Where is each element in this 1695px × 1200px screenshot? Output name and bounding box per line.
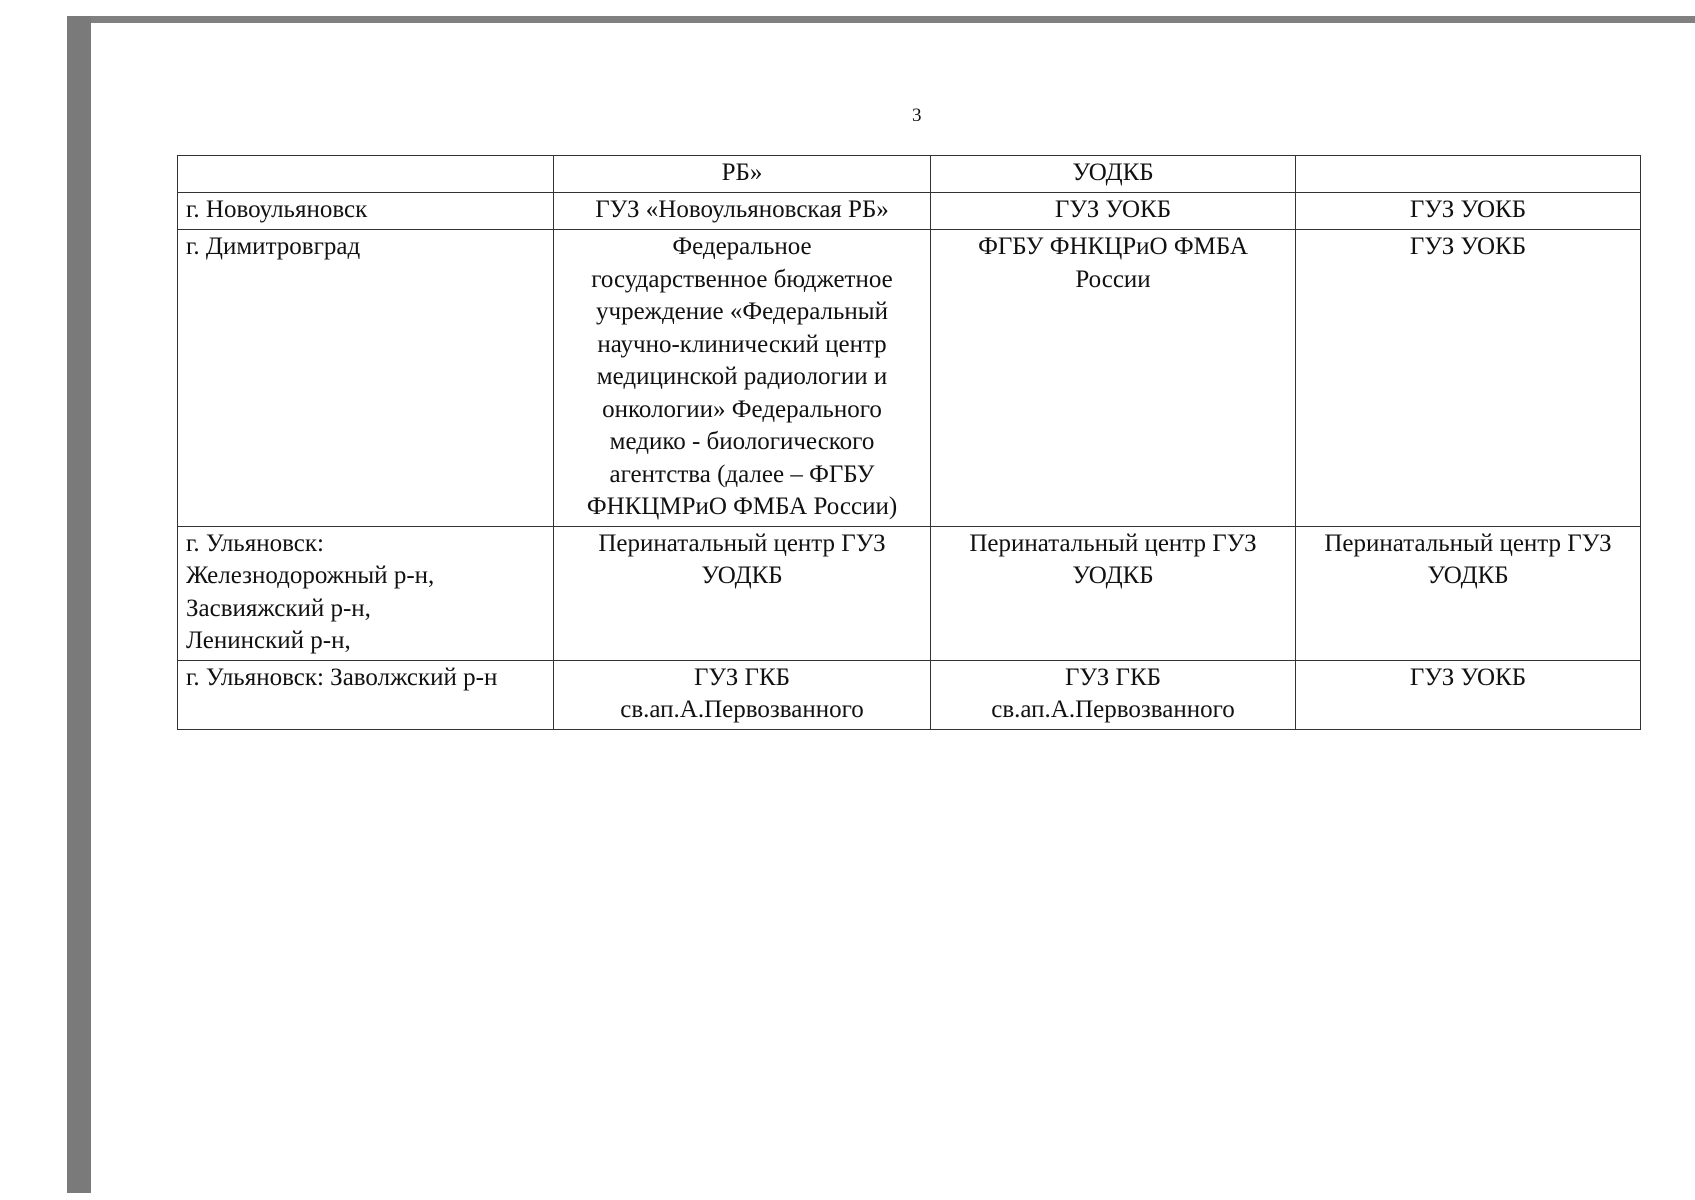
table-row xyxy=(178,526,1641,660)
table-row xyxy=(178,230,1641,527)
cell-text: Федеральное государственное бюджетное учреждение «Федеральный научно-клинический центр медицинской радиологии и онкологии» Федерального медико - биологического агентства (далее – ФГБУ ФНКЦМРиО ФМБА России) xyxy=(586,233,898,520)
table-row xyxy=(178,193,1641,230)
table-cell xyxy=(1296,230,1641,527)
cell-text: УОДКБ xyxy=(1072,159,1154,186)
table-cell xyxy=(1296,660,1641,729)
cell-text: ГУЗ ГКБ св.ап.А.Первозванного xyxy=(991,663,1235,723)
table-cell xyxy=(931,526,1296,660)
scan-edge-left xyxy=(67,16,91,1193)
cell-text: г. Ульяновск: Железнодорожный р-н, Засвияжский р-н, Ленинский р-н, xyxy=(186,529,435,654)
cell-text: РБ» xyxy=(721,159,763,186)
cell-text: ГУЗ ГКБ св.ап.А.Первозванного xyxy=(620,663,864,723)
cell-text: ФГБУ ФНКЦРиО ФМБА России xyxy=(978,233,1248,293)
cell-text: ГУЗ «Новоульяновская РБ» xyxy=(595,196,889,223)
table-cell xyxy=(931,230,1296,527)
table-cell xyxy=(554,660,931,729)
cell-text: ГУЗ УОКБ xyxy=(1409,663,1527,691)
cell-text: г. Ульяновск: Заволжский р-н xyxy=(186,663,498,691)
scan-edge-top xyxy=(67,16,1695,23)
table-cell-region xyxy=(178,193,554,230)
table-cell xyxy=(931,193,1296,230)
cell-text: ГУЗ УОКБ xyxy=(1409,196,1527,223)
cell-text: г. Димитровград xyxy=(186,233,361,260)
table-cell-region xyxy=(178,156,554,193)
table-cell-region xyxy=(178,660,554,729)
cell-text: ГУЗ УОКБ xyxy=(1409,233,1527,260)
cell-text: ГУЗ УОКБ xyxy=(1054,196,1172,223)
table-cell xyxy=(1296,193,1641,230)
table-cell xyxy=(554,526,931,660)
table-cell xyxy=(554,230,931,527)
table-row xyxy=(178,156,1641,193)
table-cell xyxy=(931,660,1296,729)
table-cell xyxy=(554,156,931,193)
cell-text: Перинатальный центр ГУЗ УОДКБ xyxy=(1324,529,1612,589)
table-cell xyxy=(1296,526,1641,660)
page-number: 3 xyxy=(912,105,922,126)
distribution-table xyxy=(177,155,1641,730)
cell-text: г. Новоульяновск xyxy=(186,196,368,223)
table-cell-region xyxy=(178,230,554,527)
table-cell xyxy=(1296,156,1641,193)
table-row xyxy=(178,660,1641,729)
table-cell-region xyxy=(178,526,554,660)
table-cell xyxy=(554,193,931,230)
cell-text: Перинатальный центр ГУЗ УОДКБ xyxy=(598,529,886,589)
cell-text: Перинатальный центр ГУЗ УОДКБ xyxy=(969,529,1257,589)
table-cell xyxy=(931,156,1296,193)
